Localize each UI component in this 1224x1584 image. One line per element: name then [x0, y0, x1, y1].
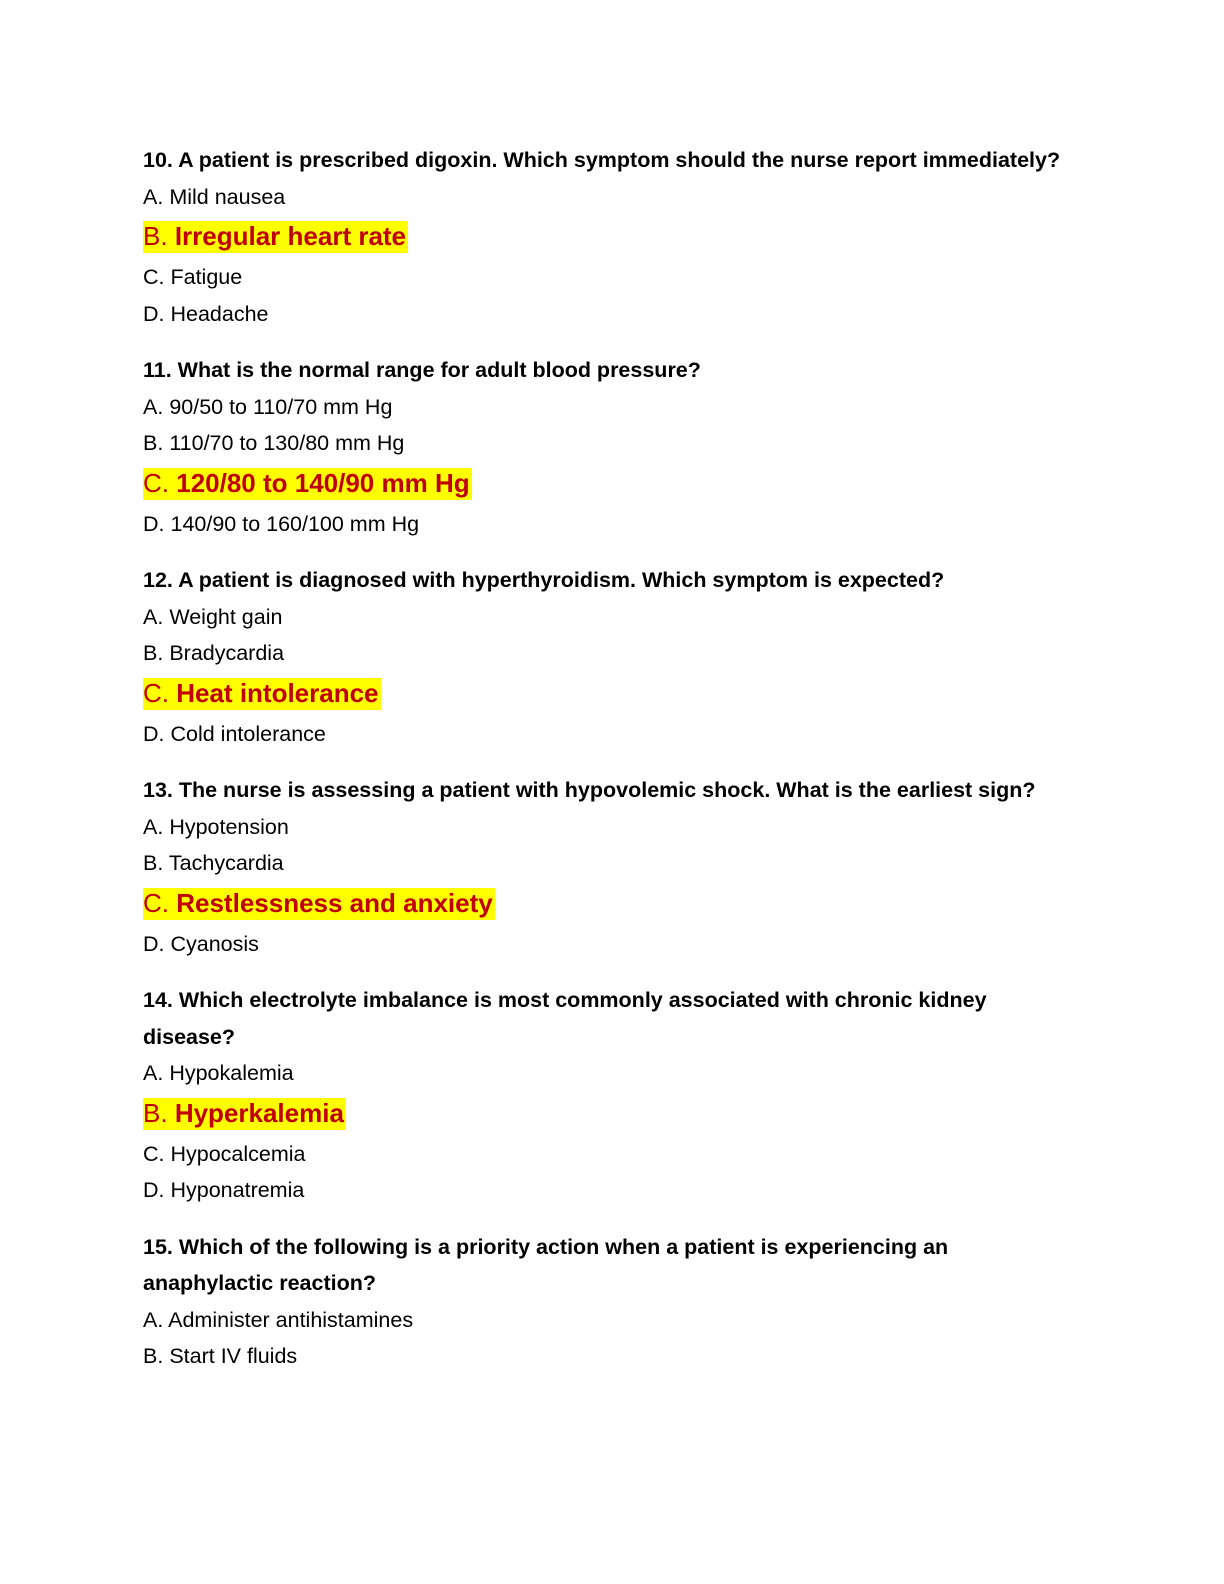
question-text: 13. The nurse is assessing a patient with hypovolemic shock. What is the earliest sign?	[143, 778, 1036, 802]
option-b-correct-answer	[143, 215, 1083, 259]
answer-highlight: C. Heat intolerance	[143, 677, 379, 708]
option-b: B. Start IV fluids	[143, 1344, 298, 1368]
option-b-correct-answer	[143, 1092, 1083, 1136]
option-a: A. Weight gain	[143, 604, 283, 629]
question-text: 10. A patient is prescribed digoxin. Which symptom should the nurse report immediately?	[143, 148, 1061, 172]
question-text: 15. Which of the following is a priority action when a patient is experiencing an anaphylactic reaction?	[143, 1234, 949, 1295]
answer-highlight: B. Hyperkalemia	[143, 1097, 344, 1128]
option-a: A. Hypokalemia	[143, 1061, 294, 1085]
option-d: D. Hyponatremia	[143, 1178, 305, 1202]
question-13	[143, 772, 1083, 962]
option-a: A. Administer antihistamines	[143, 1307, 414, 1332]
question-text: 14. Which electrolyte imbalance is most commonly associated with chronic kidney disease?	[143, 988, 987, 1049]
question-14	[143, 982, 1083, 1209]
option-c-correct-answer	[143, 672, 1083, 716]
option-b: B. Tachycardia	[143, 851, 284, 875]
option-a: A. Mild nausea	[143, 184, 286, 209]
document-page	[143, 142, 1083, 1395]
option-c: C. Hypocalcemia	[143, 1141, 306, 1166]
question-11	[143, 352, 1083, 542]
answer-highlight: B. Irregular heart rate	[143, 221, 407, 251]
option-b: B. 110/70 to 130/80 mm Hg	[143, 431, 405, 455]
option-c-correct-answer	[143, 882, 1083, 926]
option-b: B. Bradycardia	[143, 641, 285, 665]
question-10	[143, 142, 1083, 332]
question-15	[143, 1229, 1083, 1375]
option-d: D. Cold intolerance	[143, 721, 326, 746]
option-c: C. Fatigue	[143, 265, 243, 289]
option-c-correct-answer	[143, 462, 1083, 506]
question-text: 11. What is the normal range for adult blood pressure?	[143, 358, 701, 382]
option-d: D. Headache	[143, 301, 269, 326]
question-12	[143, 562, 1083, 752]
option-d: D. Cyanosis	[143, 931, 259, 956]
option-a: A. Hypotension	[143, 814, 289, 839]
option-d: D. 140/90 to 160/100 mm Hg	[143, 511, 420, 536]
answer-highlight: C. Restlessness and anxiety	[143, 887, 493, 918]
question-text: 12. A patient is diagnosed with hyperthyroidism. Which symptom is expected?	[143, 568, 945, 592]
answer-highlight: C. 120/80 to 140/90 mm Hg	[143, 467, 470, 498]
option-a: A. 90/50 to 110/70 mm Hg	[143, 394, 393, 419]
